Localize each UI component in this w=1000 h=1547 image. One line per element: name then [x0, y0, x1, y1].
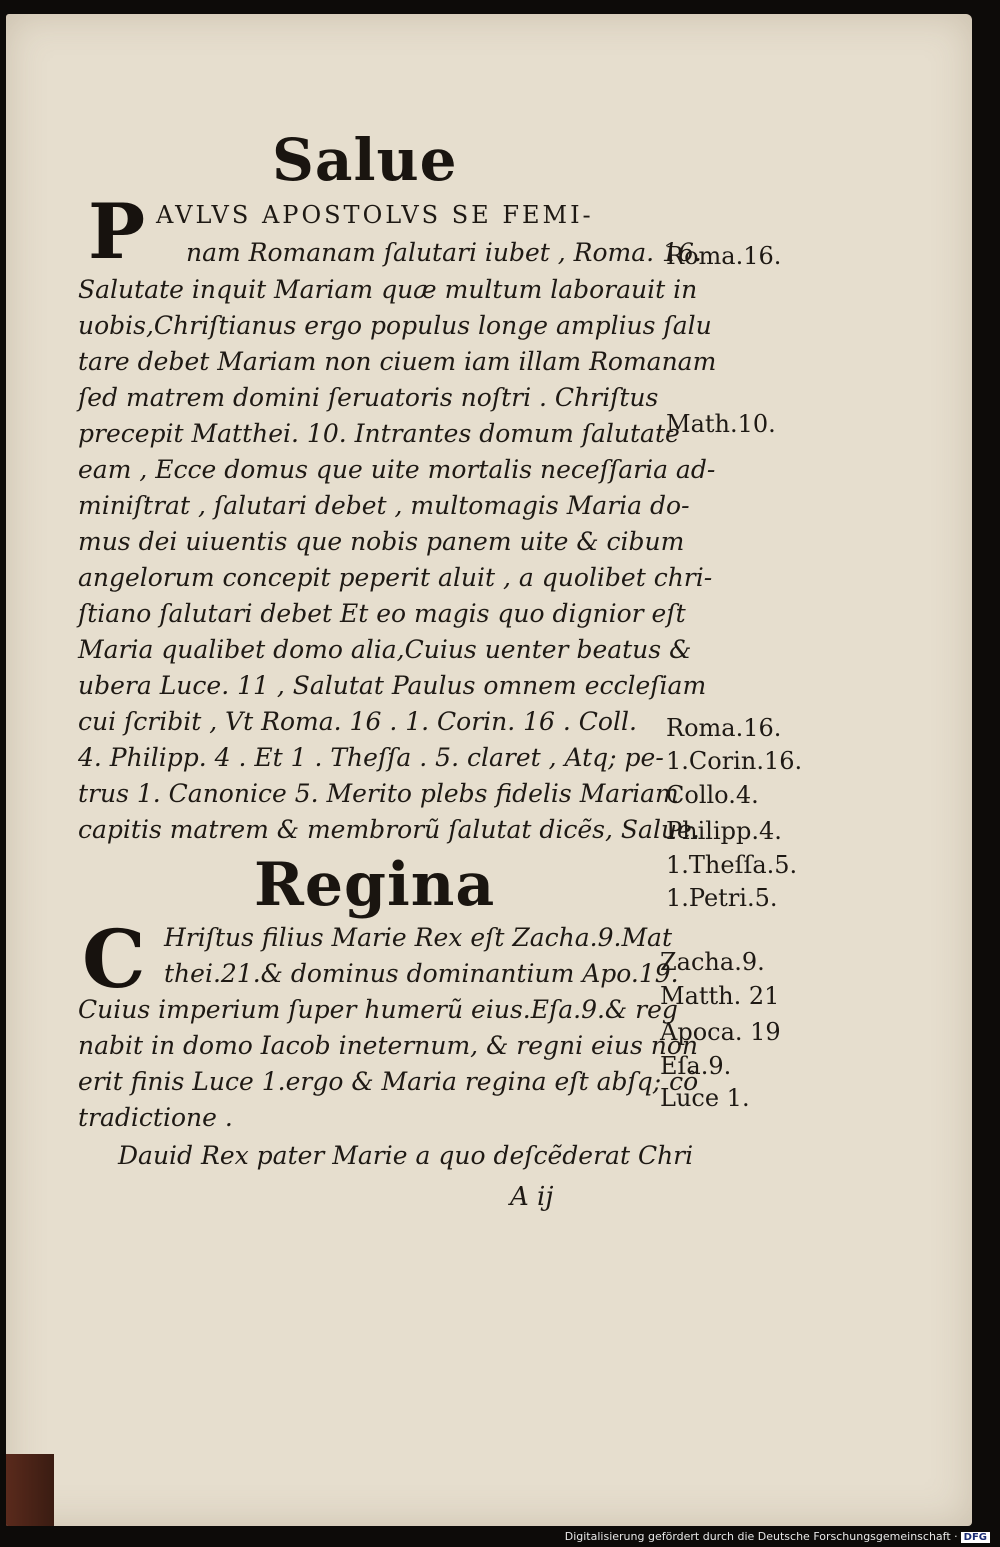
- margin-note: Eſa.9.: [660, 1052, 732, 1080]
- text-line: thei.21.& dominus dominantium Apo.19.: [164, 959, 679, 988]
- text-line: nam Romanam ſalutari iubet , Roma. 16.: [186, 238, 702, 267]
- text-line: uobis,Chriſtianus ergo populus longe amplius ſalu: [78, 311, 712, 340]
- text-line: miniſtrat , ſalutari debet , multomagis Maria do-: [78, 491, 690, 520]
- signature-mark: A ij: [510, 1182, 554, 1212]
- binding-edge: [6, 1454, 54, 1526]
- margin-note: 1.Petri.5.: [666, 884, 778, 912]
- text-line: 4. Philipp. 4 . Et 1 . Theſſa . 5. claret , Atq; pe-: [78, 743, 664, 772]
- text-line: AVLVS APOSTOLVS SE FEMI-: [156, 201, 594, 229]
- section-heading-regina: Regina: [254, 850, 496, 920]
- catchword-line: Dauid Rex pater Marie a quo deſcẽderat Chri: [118, 1141, 694, 1170]
- text-line: ſtiano ſalutari debet Et eo magis quo dignior eſt: [78, 599, 686, 628]
- margin-note: Philipp.4.: [666, 817, 782, 845]
- credit-text: Digitalisierung gefördert durch die Deutsche Forschungsgemeinschaft ·: [564, 1530, 958, 1543]
- text-line: angelorum concepit peperit aluit , a quolibet chri-: [78, 563, 713, 592]
- text-line: precepit Matthei. 10. Intrantes domum ſalutate: [78, 419, 680, 448]
- decorated-initial-p: P: [88, 187, 146, 276]
- margin-note: Math.10.: [666, 410, 776, 438]
- text-line: trus 1. Canonice 5. Merito plebs fidelis Mariam: [78, 779, 679, 808]
- text-line: cui ſcribit , Vt Roma. 16 . 1. Corin. 16 . Coll.: [78, 707, 637, 736]
- text-line: Salutate inquit Mariam quæ multum laborauit in: [78, 275, 698, 304]
- text-line: tradictione .: [78, 1103, 233, 1132]
- margin-note: Roma.16.: [666, 242, 782, 270]
- margin-note: Roma.16.: [666, 714, 782, 742]
- text-line: mus dei uiuentis que nobis panem uite & cibum: [78, 527, 685, 556]
- text-line: Cuius imperium ſuper humerũ eius.Eſa.9.& reg: [78, 995, 678, 1024]
- text-line: ſed matrem domini ſeruatoris noſtri . Chriſtus: [78, 383, 659, 412]
- decorated-initial-c: C: [82, 912, 146, 1006]
- margin-note: Luce 1.: [660, 1084, 750, 1112]
- text-line: erit finis Luce 1.ergo & Maria regina eſt abſq; cõ: [78, 1067, 699, 1096]
- margin-note: 1.Theſſa.5.: [666, 851, 798, 879]
- margin-note: Collo.4.: [666, 781, 759, 809]
- text-line: Hriſtus filius Marie Rex eſt Zacha.9.Mat: [164, 923, 672, 952]
- text-line: tare debet Mariam non ciuem iam illam Romanam: [78, 347, 717, 376]
- text-line: nabit in domo Iacob ineternum, & regni eius non: [78, 1031, 698, 1060]
- text-line: Maria qualibet domo alia,Cuius uenter beatus &: [78, 635, 692, 664]
- section-heading-salue: Salue: [272, 126, 458, 194]
- text-line: eam , Ecce domus que uite mortalis neceſſaria ad-: [78, 455, 716, 484]
- digitization-credit: [565, 1530, 990, 1543]
- dfg-logo: DFG: [961, 1532, 990, 1543]
- book-page: [6, 14, 972, 1526]
- text-line: ubera Luce. 11 , Salutat Paulus omnem eccleſiam: [78, 671, 707, 700]
- margin-note: Zacha.9.: [660, 948, 765, 976]
- margin-note: Matth. 21: [660, 982, 780, 1010]
- text-line: capitis matrem & membrorũ ſalutat dicẽs, Salue.: [78, 815, 700, 844]
- margin-note: 1.Corin.16.: [666, 747, 803, 775]
- margin-note: Apoca. 19: [660, 1018, 781, 1046]
